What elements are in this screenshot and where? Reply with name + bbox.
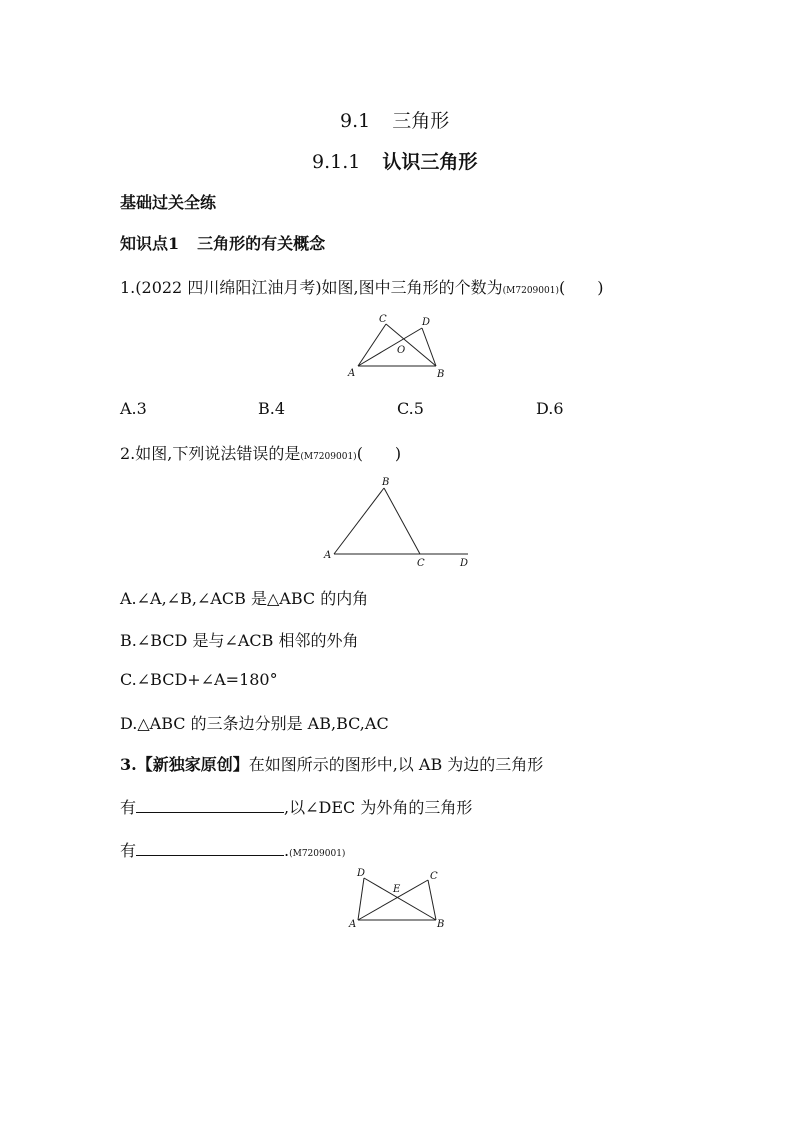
q3-line1 <box>120 752 543 775</box>
subsection-title: 认识三角形 <box>382 151 478 173</box>
q3-line3-prefix: 有 <box>120 841 137 860</box>
q3-label-E: E <box>393 884 401 895</box>
knowledge-point <box>120 231 325 254</box>
q1-label-C: C <box>379 314 387 325</box>
q2-option-b: B.∠BCD 是与∠ACB 相邻的外角 <box>120 631 359 650</box>
q3-line3-suffix: . <box>284 841 290 860</box>
q3-line2-suffix: ,以∠DEC 为外角的三角形 <box>284 798 473 817</box>
q3-label-B: B <box>437 919 445 930</box>
q2-seg-AB <box>334 488 384 554</box>
q3-label-A: A <box>349 919 357 930</box>
q3-seg-AD <box>358 878 364 920</box>
subsection-number: 9.1.1 <box>312 151 361 173</box>
q2-label-C: C <box>417 558 425 569</box>
subsection-heading <box>312 147 477 174</box>
q3-seg-BC <box>428 880 436 920</box>
q3-tag: 3.【新独家原创】 <box>120 755 249 774</box>
q1-figure <box>340 308 460 384</box>
q1-option-b: B.4 <box>258 399 286 418</box>
q3-blank-1[interactable] <box>136 798 284 813</box>
section-number: 9.1 <box>340 110 371 132</box>
q3-text: 在如图所示的图形中,以 AB 为边的三角形 <box>248 755 544 774</box>
q1-option-c: C.5 <box>397 399 424 418</box>
q2-label-A: A <box>324 550 332 561</box>
q2-paren: ( ) <box>356 444 402 463</box>
q2-seg-BC <box>384 488 420 554</box>
q1-label-D: D <box>422 317 431 328</box>
q2-stem <box>120 441 401 464</box>
q3-label-D: D <box>357 868 366 879</box>
q1-option-d: D.6 <box>536 399 564 418</box>
q3-line2-prefix: 有 <box>120 798 137 817</box>
q1-stem <box>120 275 603 298</box>
q2-label-B: B <box>382 477 390 488</box>
q1-paren: ( ) <box>558 278 604 297</box>
q3-label-C: C <box>430 871 438 882</box>
section-title: 三角形 <box>392 110 450 132</box>
q1-label-A: A <box>348 368 356 379</box>
q2-figure <box>318 472 478 572</box>
q1-code: (M7209001) <box>502 286 559 296</box>
knowledge-point-title: 三角形的有关概念 <box>197 234 326 253</box>
section-heading <box>340 106 449 133</box>
q2-option-c: C.∠BCD+∠A=180° <box>120 670 278 689</box>
knowledge-point-label: 知识点1 <box>120 234 180 253</box>
q1-text: 1.(2022 四川绵阳江油月考)如图,图中三角形的个数为 <box>120 278 503 297</box>
q1-label-B: B <box>437 369 445 380</box>
q3-line2 <box>120 795 472 818</box>
q2-text: 2.如图,下列说法错误的是 <box>120 444 301 463</box>
q2-label-D: D <box>460 558 469 569</box>
q1-label-O: O <box>397 345 406 356</box>
q1-seg-AC <box>358 324 386 366</box>
q1-option-a: A.3 <box>120 399 147 418</box>
q1-seg-AD <box>358 328 422 366</box>
q3-blank-2[interactable] <box>136 841 284 856</box>
q3-line3 <box>120 838 345 861</box>
q2-option-a: A.∠A,∠B,∠ACB 是△ABC 的内角 <box>120 589 369 608</box>
q2-code: (M7209001) <box>300 452 357 462</box>
q3-code: (M7209001) <box>289 849 346 859</box>
q3-figure <box>342 864 452 934</box>
q2-option-d: D.△ABC 的三条边分别是 AB,BC,AC <box>120 714 389 733</box>
practice-label: 基础过关全练 <box>120 193 217 212</box>
